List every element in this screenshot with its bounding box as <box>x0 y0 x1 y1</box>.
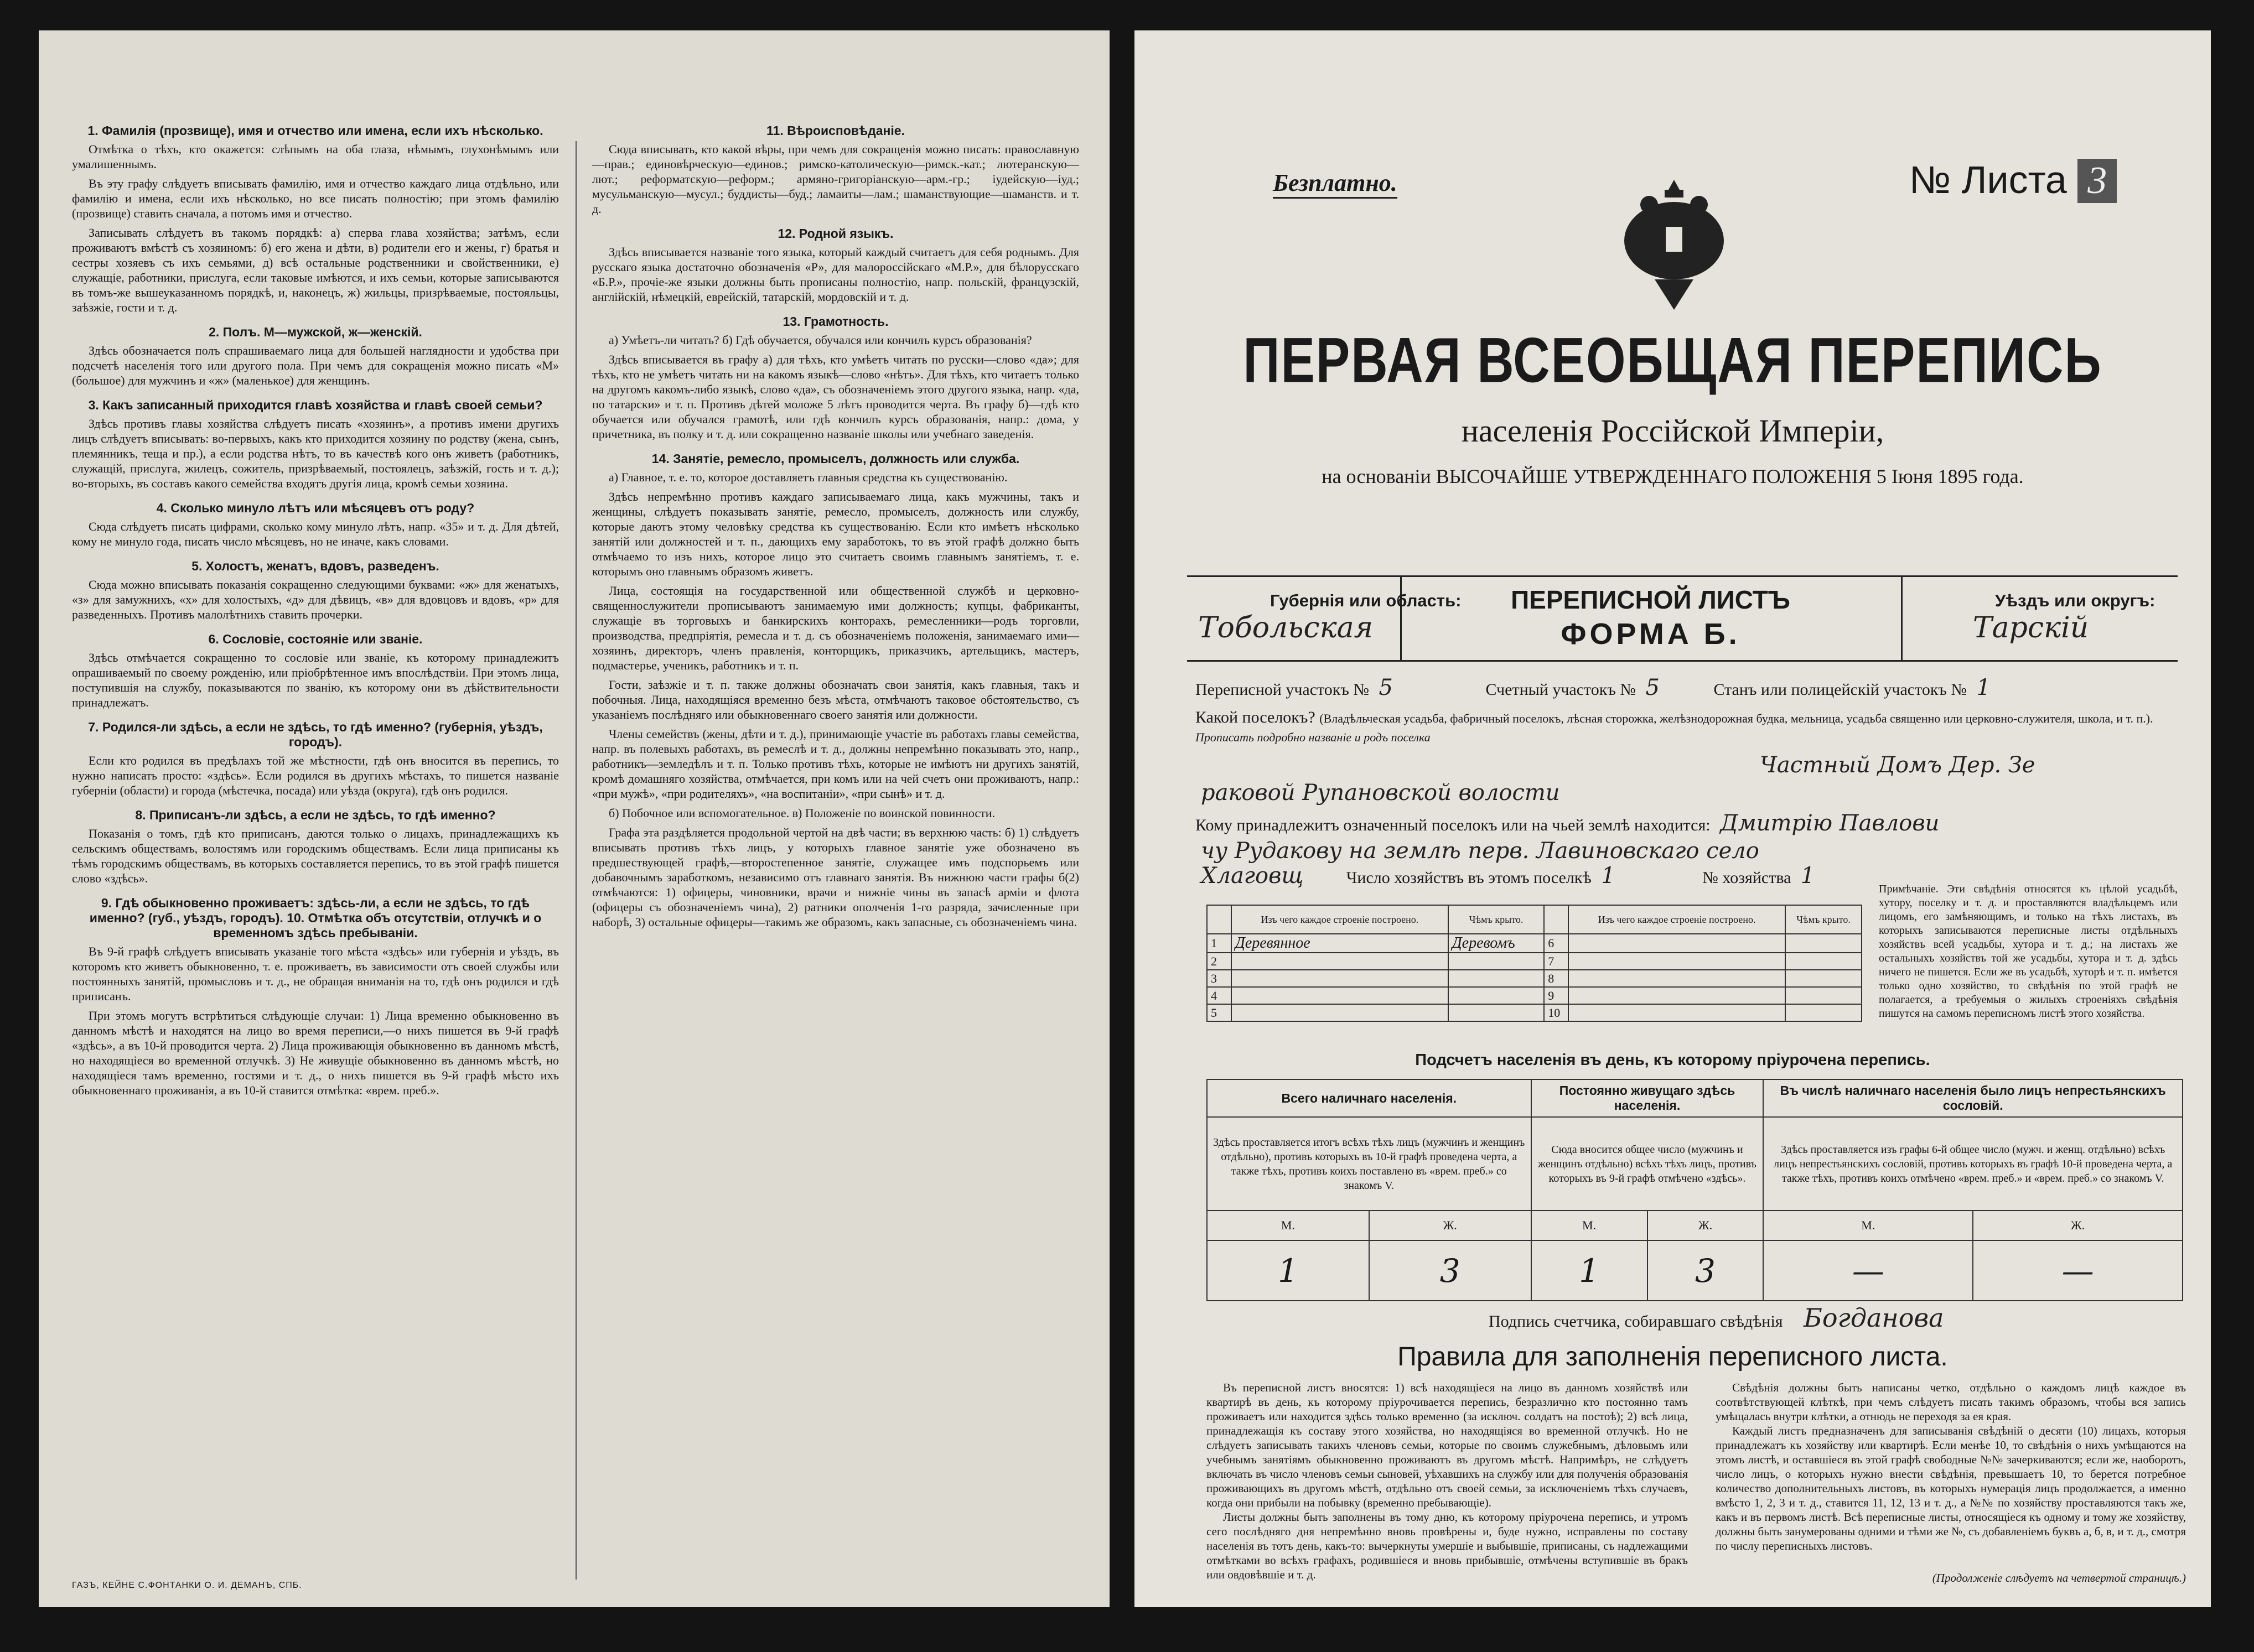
building-cell-n: 4 <box>1207 987 1231 1004</box>
building-cell-material: Деревянное <box>1231 934 1448 953</box>
building-cell-material <box>1231 953 1448 970</box>
building-row <box>1207 987 1862 1004</box>
section-heading: 8. Приписанъ-ли здѣсь, а если не здѣсь, то гдѣ именно? <box>135 808 496 822</box>
nonpeasant-female-count: — <box>1973 1240 2183 1301</box>
section-paragraph: Здѣсь отмѣчается сокращенно то сословіе или званіе, къ которому принадлежитъ опрашиваемый по своему рожденію, или пріобрѣтенное имъ впослѣдствіи. При этомъ лица, поступившія на службу, показываются по званію, къ которому они въ дѣйствительности принадлежатъ. <box>72 651 559 709</box>
rule-paragraph: Листы должны быть заполнены въ тому дню, къ которому пріурочена перепись, и утромъ сего послѣдняго дня непремѣнно вновь провѣрены и, буде нужно, исправлены по составу населенія въ тотъ день, какъ-то: вычеркнуты умершіе и выбывшіе, приписаны, съ надлежащими отмѣтками во всѣхъ графахъ, родившіеся и вновь прибывшіе, отмѣчены вступившіе въ бракъ или овдовѣвшіе и т. д. <box>1206 1510 1688 1581</box>
households-value: 1 <box>1601 863 1615 889</box>
section-heading: 6. Сословіе, состояніе или званіе. <box>208 632 423 646</box>
settlement-row: Какой поселокъ? (Владѣльческая усадьба, фабричный поселокъ, лѣсная сторожка, желѣзнодорожная будка, мельница, усадьба священно или церковно-служителя, школа, и т. п.). Прописать подробно названіе и родъ поселка <box>1195 708 2153 744</box>
column-divider <box>576 141 577 1580</box>
owner-row: Кому принадлежитъ означенный поселокъ или на чьей землѣ находится: Дмитрію Павлови <box>1195 811 1940 836</box>
section-paragraph: а) Главное, т. е. то, которое доставляетъ главныя средства къ существованію. <box>609 470 1008 484</box>
rule-paragraph: Свѣдѣнія должны быть написаны четко, отдѣльно о каждомъ лицѣ каждое въ соотвѣтствующей клѣткѣ, при чемъ слѣдуетъ писать такимъ образомъ, чтобы вся запись умѣщалась внутри клѣтки, а отнюдь не переходя за ея края. <box>1716 1381 2186 1423</box>
section-paragraph: Показанія о томъ, гдѣ кто приписанъ, даются только о лицахъ, принадлежащихъ къ сельскимъ обществамъ, волостямъ или городскимъ обществамъ. Если лица приписаны къ тѣмъ городскимъ обществамъ, въ которыхъ составляется перепись, то въ этой графѣ пишется слово «здѣсь». <box>72 827 559 885</box>
census-area-value: 5 <box>1379 675 1393 700</box>
section-heading: 5. Холостъ, женатъ, вдовъ, разведенъ. <box>191 559 439 573</box>
section-heading: 12. Родной языкъ. <box>778 226 894 241</box>
buildings-table: Изъ чего каждое строеніе построено. Чѣмъ крыто. Изъ чего каждое строеніе построено. Чѣмъ крыто. 1 Деревянное Деревомъ 6 2 7 3 8 4 9 5 10 <box>1206 905 1862 1022</box>
building-cell-roof <box>1785 953 1862 970</box>
building-cell-n: 10 <box>1544 1004 1568 1021</box>
building-cell-material <box>1568 934 1785 953</box>
double-headed-eagle-emblem-icon <box>1621 174 1727 313</box>
form-header-frame <box>1187 575 2178 662</box>
instructions-column-2 <box>592 113 1079 934</box>
section-paragraph: Записывать слѣдуетъ въ такомъ порядкѣ: а) сперва глава хозяйства; затѣмъ, если проживаютъ вмѣстѣ съ хозяиномъ: б) его жена и дѣти, в) родители его и жены, г) братья и сестры хозяевъ съ ихъ семьями, д) всѣ остальные родственники и свойственники, е) служащіе, работники, прислуга, если таковые имѣются, и ихъ семьи, которые записываются въ томъ-же вышеуказанномъ порядкѣ, и, наконецъ, ж) жильцы, призрѣваемые, постояльцы, заѣзжіе, гости и т. д. <box>72 226 559 314</box>
section-paragraph: Здѣсь обозначается полъ спрашиваемаго лица для большей наглядности и удобства при подсчетѣ населенія того или другого пола. При чемъ для сокращенія можно писать «М» (большое) для мужчинъ и «ж» (маленькое) для женщинъ. <box>72 344 559 387</box>
section-paragraph: б) Побочное или вспомогательное. в) Положеніе по воинской повинности. <box>609 806 996 820</box>
section-heading: 13. Грамотность. <box>783 314 889 329</box>
household-number-value: 1 <box>1800 863 1815 889</box>
rule-paragraph: Каждый листъ предназначенъ для записыванія свѣдѣній о десяти (10) лицахъ, которыя принадлежатъ къ хозяйству или квартирѣ. Если менѣе 10, то свѣдѣнія о нихъ умѣщаются на этомъ листѣ, и оставшіеся въ этой графѣ свободные №№ зачеркиваются; если же, наоборотъ, число лицъ, о которыхъ нужно внести свѣдѣнія, превышаетъ 10, то берется потребное количество дополнительныхъ листовъ, въ которыхъ нумерація лицъ продолжается, а именно вмѣсто 1, 2, 3 и т. д., ставится 11, 12, 13 и т. д., а №№ по хозяйству проставляются такъ же, какъ и въ первомъ листѣ. Всѣ переписные листы, относящіеся къ одному и тому же хозяйству, должны быть занумерованы одними и тѣми же №, съ добавленіемъ буквъ а, б, в, и т. д., смотря по числу переписныхъ листовъ. <box>1716 1424 2186 1552</box>
building-cell-n: 7 <box>1544 953 1568 970</box>
enumerator-signature-row: Подпись счетчика, собиравшаго свѣдѣнія Богданова <box>1489 1303 1944 1333</box>
sheet-number <box>1909 158 2117 203</box>
section-paragraph: Графа эта раздѣляется продольной чертой на двѣ части; въ верхнюю часть: б) 1) слѣдуетъ вписывать противъ тѣхъ лицъ, у которыхъ главное занятіе уже обозначено въ предшествующей графѣ,—второстепенное занятіе, служащее имъ подспорьемъ или добавочнымъ заработкомъ, независимо отъ главнаго занятія. Въ нижнюю части графы б(2) отмѣчаются: 1) офицеры, чиновники, врачи и нижніе чины въ запасѣ арміи и флота (офицеры съ обозначеніемъ чина), 2) ратники ополченія 1-го разряда, зачисленные при наборѣ, 3) остальные офицеры—такимъ же образомъ, какъ запасные, съ обозначеніемъ чина. <box>592 825 1079 929</box>
right-page-census-form <box>1134 30 2211 1607</box>
building-row <box>1207 953 1862 970</box>
building-cell-material <box>1568 987 1785 1004</box>
building-row <box>1207 970 1862 987</box>
present-male-count: 1 <box>1207 1240 1369 1301</box>
building-cell-roof <box>1448 970 1544 987</box>
section-heading: 3. Какъ записанный приходится главѣ хозяйства и главѣ своей семьи? <box>88 398 543 412</box>
rule-paragraph: Въ переписной листъ вносятся: 1) всѣ находящіеся на лицо въ данномъ хозяйствѣ или квартирѣ въ день, къ которому пріурочивается перепись, безразлично кто постоянно тамъ проживаетъ или находится здѣсь только временно (за исключ. солдатъ на постоѣ); 2) всѣ лица, принадлежащія къ составу этого хозяйства, но находящіяся во временной отлучкѣ. Но не слѣдуетъ записывать такихъ членовъ семьи, которые по своимъ служебнымъ, дѣловымъ или учебнымъ занятіямъ обыкновенно проживаютъ въ другомъ мѣстѣ. Напримѣръ, не слѣдуетъ включать въ число членовъ семьи сыновей, уѣхавшихъ на службу или для полученія образованія проживающихъ въ другомъ мѣстѣ, отдѣльно отъ своей семьи, за исключеніемъ тѣхъ случаевъ, когда они прибыли на побывку (временно пребывающіе). <box>1206 1381 1688 1509</box>
building-cell-roof <box>1785 987 1862 1004</box>
province-value: Тобольская <box>1198 611 1374 645</box>
section-heading: 11. Вѣроисповѣданіе. <box>766 123 905 138</box>
building-cell-n: 1 <box>1207 934 1231 953</box>
building-row <box>1207 1004 1862 1021</box>
building-cell-roof <box>1448 987 1544 1004</box>
building-cell-roof <box>1785 1004 1862 1021</box>
enumerator-signature: Богданова <box>1804 1303 1944 1333</box>
section-paragraph: Сюда можно вписывать показанія сокращенно следующими буквами: «ж» для женатыхъ, «з» для замужнихъ, «х» для холостыхъ, «д» для дѣвицъ, «в» для вдовцовъ и вдовъ, «р» для разведенныхъ. Противъ малолѣтнихъ ставить прочерки. <box>72 578 559 621</box>
population-count-table: Всего наличнаго населенія. Постоянно живущаго здѣсь населенія. Въ числѣ наличнаго населенія было лицъ непрестьянскихъ сословій. Здѣсь проставляется итогъ всѣхъ тѣхъ лицъ (мужчинъ и женщинъ отдѣльно), противъ которыхъ въ 10-й графѣ проведена черта, а также тѣхъ, противъ коихъ поставлено въ «врем. преб.» со знакомъ V. Сюда вносится общее число (мужчинъ и женщинъ отдѣльно) всѣхъ тѣхъ лицъ, противъ которыхъ въ 9-й графѣ отмѣчено «здѣсь». Здѣсь проставляется изъ графы 6-й общее число (мужч. и женщ. отдѣльно) всѣхъ лицъ непрестьянскихъ сословій, противъ которыхъ въ графѣ 10-й проведена черта, а также тѣхъ, противъ коихъ отмѣчено «врем. преб.» и «врем. преб.» со знакомъ V. М. Ж. М. Ж. М. Ж. 1 3 1 3 — — <box>1206 1079 2183 1301</box>
section-heading: 7. Родился-ли здѣсь, а если не здѣсь, то гдѣ именно? (губернія, уѣздъ, городъ). <box>88 720 543 749</box>
building-cell-roof: Деревомъ <box>1448 934 1544 953</box>
present-female-count: 3 <box>1369 1240 1531 1301</box>
building-cell-material <box>1231 987 1448 1004</box>
building-cell-material <box>1568 1004 1785 1021</box>
continuation-note: (Продолженіе слѣдуетъ на четвертой страницѣ.) <box>1932 1571 2186 1585</box>
nonpeasant-male-count: — <box>1763 1240 1973 1301</box>
sheet-number-value: 3 <box>2077 159 2117 203</box>
printer-imprint: ГАЗЪ, КЕЙНЕ С.ФОНТАНКИ О. И. ДЕМАНЪ, СПБ. <box>72 1581 302 1590</box>
building-cell-n: 6 <box>1544 934 1568 953</box>
buildings-note: Примѣчаніе. Эти свѣдѣнія относятся къ цѣлой усадьбѣ, хутору, поселку и т. д. и проставляются владѣльцемъ или лицомъ, его замѣняющимъ, и только на тѣхъ листахъ, въ которыхъ записываются переписные листы отдѣльныхъ хозяйствъ всей усадьбы, хутора и т. д.; на листахъ же остальныхъ хозяйствъ той же усадьбы, хутора и т. д. здѣсь ничего не пишется. Если же въ усадьбѣ, хуторѣ и т. п. имѣется только одно хозяйство, то свѣдѣнія по этой графѣ не полагается, а требуемыя о жилыхъ строеніяхъ свѣдѣнія пишутся на самомъ переписномъ листѣ этого хозяйства. <box>1879 883 2178 1020</box>
section-paragraph: Здѣсь противъ главы хозяйства слѣдуетъ писать «хозяинъ», а противъ имени другихъ лицъ слѣдуетъ вписывать: во-первыхъ, какъ кто приходится хозяину по родству (жена, сынъ, племянникъ, теща и пр.), а если родства нѣтъ, то въ качествѣ кого онъ живетъ (работникъ, служащій, прислуга, жилецъ, сожитель, призрѣваемый, постоялецъ, заѣзжій, гость и т. д.); во-вторыхъ, въ составъ какого семейства входятъ другія лица, кромѣ семьи хозяина. <box>72 417 559 490</box>
section-paragraph: Лица, состоящія на государственной или общественной службѣ и церковно-священнослужители прописываютъ занимаемую ими должность; купцы, фабриканты, служащіе въ торговыхъ и банкирскихъ конторахъ, ремесленники—родъ торговли, производства, предпріятія, ремесла и т. д. съ обозначеніемъ положенія, занимаемаго ими—хозяинъ, директоръ, членъ правленія, конторщикъ, приказчикъ, артельщикъ, мастеръ, подмастерье, ученикъ, работникъ и т. п. <box>592 584 1079 672</box>
building-cell-n: 3 <box>1207 970 1231 987</box>
settlement-value-2: раковой Рупановской волости <box>1201 780 1560 806</box>
building-cell-roof <box>1448 1004 1544 1021</box>
count-area-value: 5 <box>1645 675 1660 700</box>
section-paragraph: а) Умѣетъ-ли читать? б) Гдѣ обучается, обучался или кончилъ курсъ образованія? <box>609 333 1032 347</box>
section-paragraph: Если кто родился въ предѣлахъ той же мѣстности, гдѣ онъ вносится въ перепись, то нужно написать просто: «здѣсь». Если родился въ другихъ мѣстахъ, то пишется названіе губерніи (области) и города (мѣстечка, посада) или уѣзда (округа), гдѣ онъ родился. <box>72 754 559 797</box>
section-paragraph: Здѣсь вписывается въ графу а) для тѣхъ, кто умѣетъ читать по русски—слово «да»; для тѣхъ, кто не умѣетъ читать ни на какомъ языкѣ—слово «нѣтъ». Для тѣхъ, кто читаетъ только на другомъ какомъ-либо языкѣ, слово «да», съ обозначеніемъ этого другого языка, напр. «да, по татарски» и т. п. Противъ дѣтей моложе 5 лѣтъ проводится черта. Въ графу б)—гдѣ кто обучается или обучался грамотѣ, или гдѣ кончилъ курсъ образованія, напр.: дома, у причетника, въ полку и т. д. или сокращенно названіе школы или учебнаго заведенія. <box>592 352 1079 441</box>
section-paragraph: Сюда вписывать, кто какой вѣры, при чемъ для сокращенія можно писать: православную—прав.; единовѣрческую—единов.; римско-католическую—римск.-кат.; лютеранскую—лют.; реформатскую—реформ.; армяно-григоріанскую—арм.-гр.; іудейскую—іуд.; мусульманскую—мусул.; буддисты—буд.; ламаиты—лам.; шаманствующие—шаманств. и т. д. <box>592 142 1079 216</box>
building-cell-n: 8 <box>1544 970 1568 987</box>
building-cell-material <box>1568 953 1785 970</box>
section-heading: 9. Гдѣ обыкновенно проживаетъ: здѣсь-ли, а если не здѣсь, то гдѣ именно? (губ., уѣздъ, городъ). 10. Отмѣтка объ отсутствіи, отлучкѣ и о временномъ здѣсь пребываніи. <box>89 896 542 940</box>
free-of-charge-label: Безплатно. <box>1273 169 1397 199</box>
building-cell-material <box>1568 970 1785 987</box>
section-heading: 14. Занятіе, ремесло, промыселъ, должность или служба. <box>651 451 1020 466</box>
rules-column-2 <box>1716 1380 2186 1553</box>
census-area-row: Переписной участокъ № 5 Счетный участокъ № 5 Станъ или полицейскій участокъ № 1 <box>1195 675 1991 700</box>
form-subtitle: ФОРМА Б. <box>1561 617 1740 651</box>
building-cell-material <box>1231 1004 1448 1021</box>
settlement-value-1: Частный Домъ Дер. Зе <box>1760 752 2035 778</box>
rules-column-1 <box>1206 1380 1688 1582</box>
section-paragraph: Члены семействъ (жены, дѣти и т. д.), принимающіе участіе въ работахъ главы семейства, напр. въ полевыхъ работахъ, въ ремеслѣ и т. д., должны непремѣнно показывать это, напр., работникъ—земледѣлъ и т. п. Только противъ тѣхъ, которые не имѣютъ ни другихъ занятій, кромѣ домашняго хозяйства, отмѣчается, при комъ или на чей счетъ они проживаютъ, напр.: «при мужѣ», «при родителяхъ», «на воспитаніи», «при сынѣ» и т. д. <box>592 727 1079 801</box>
census-subtitle: населенія Россійской Имперіи, <box>1461 413 1884 449</box>
section-paragraph: Отмѣтка о тѣхъ, кто окажется: слѣпымъ на оба глаза, нѣмымъ, глухонѣмымъ или умалишеннымъ. <box>72 142 559 171</box>
section-paragraph: Здѣсь непремѣнно противъ каждаго записываемаго лица, какъ мужчины, такъ и женщины, слѣдуетъ показывать занятіе, ремесло, промыселъ, должность или службу, которые даютъ этому человѣку средства къ существованію. Если кто имѣетъ нѣсколько занятій или должностей и т. п., дающихъ ему заработокъ, то въ этой графѣ должно быть отмѣчаемо то изъ нихъ, которое лицо это считаетъ своимъ главнымъ занятіемъ, т. е. которымъ оно главнымъ образомъ живетъ. <box>592 490 1079 578</box>
building-cell-roof <box>1448 953 1544 970</box>
sheet-number-label: № Листа <box>1909 158 2067 201</box>
resident-female-count: 3 <box>1647 1240 1764 1301</box>
building-cell-material <box>1231 970 1448 987</box>
building-cell-n: 2 <box>1207 953 1231 970</box>
owner-value-1: Дмитрію Павлови <box>1720 811 1940 836</box>
district-label: Уѣздъ или округъ: <box>1995 591 2155 610</box>
census-decree-line: на основаніи ВЫСОЧАЙШЕ УТВЕРЖДЕННАГО ПОЛОЖЕНІЯ 5 Іюня 1895 года. <box>1322 465 2024 487</box>
section-paragraph: При этомъ могутъ встрѣтиться слѣдующіе случаи: 1) Лица временно обыкновенно въ данномъ мѣстѣ и находятся на лицо во время переписи,—о нихъ пишется въ 9-й графѣ «здѣсь», а въ 10-й проводится черта. 2) Лица проживающія обыкновенно въ данномъ мѣстѣ, но находящіеся во временной отлучкѣ. 3) Не живущіе обыкновенно въ данномъ мѣстѣ, но находящіеся тамъ временно, гостями и т. д., о нихъ пишется въ 9-й графѣ мѣсто ихъ обыкновеннаго проживанія, а въ 10-й ставится отмѣтка: «врем. преб.». <box>72 1009 559 1097</box>
rules-title: Правила для заполненія переписного листа. <box>1397 1342 1948 1372</box>
building-cell-roof <box>1785 934 1862 953</box>
form-title: ПЕРЕПИСНОЙ ЛИСТЪ <box>1511 585 1790 614</box>
section-heading: 1. Фамилія (прозвище), имя и отчество или имена, если ихъ нѣсколько. <box>87 123 543 138</box>
section-paragraph: Въ 9-й графѣ слѣдуетъ вписывать указаніе того мѣста «здѣсь» или губернія и уѣздъ, въ которомъ кто живетъ обыкновенно, т. е. проживаетъ, въ зависимости отъ своей службы или постоянныхъ занятій, промысловъ и т. д., не обращая вниманія на то, гдѣ онъ родился и гдѣ приписанъ. <box>72 944 559 1003</box>
left-page-instructions <box>39 30 1110 1607</box>
owner-value-2: чу Рудакову на землѣ перв. Лавиновскаго село <box>1201 838 1759 864</box>
section-paragraph: Гости, заѣзжіе и т. п. также должны обозначать свои занятія, какъ главныя, такъ и побочныя. Лица, находящіяся временно безъ мѣста, отмѣчаютъ таковое обстоятельство, съ указаніемъ послѣдняго или обыкновеннаго своего занятія или должности. <box>592 678 1079 721</box>
section-paragraph: Здѣсь вписывается названіе того языка, который каждый считаетъ для себя роднымъ. Для русскаго языка достаточно обозначенія «Р», для малороссійскаго «М.Р.», для бѣлорусскаго «Б.Р.», прочіе-же языки должны быть прописаны полностію, напр. польскій, французскій, англійскій, нѣмецкій, еврейскій, татарскій, мордовскій и т. д. <box>592 245 1079 304</box>
section-paragraph: Въ эту графу слѣдуетъ вписывать фамилію, имя и отчество каждаго лица отдѣльно, или фамилію и имена, если ихъ нѣсколько, но все писать полностію; при этомъ фамилію (прозвище) ставить сначала, а потомъ имя и отчество. <box>72 176 559 220</box>
stan-value: 1 <box>1976 675 1991 700</box>
district-value: Тарскій <box>1973 611 2089 645</box>
building-row <box>1207 934 1862 953</box>
building-cell-n: 5 <box>1207 1004 1231 1021</box>
section-paragraph: Сюда слѣдуетъ писать цифрами, сколько кому минуло лѣтъ, напр. «35» и т. д. Для дѣтей, кому не минуло года, писать число мѣсяцевъ, но не иначе, какъ словами. <box>72 520 559 548</box>
resident-male-count: 1 <box>1531 1240 1647 1301</box>
province-label: Губернія или область: <box>1270 591 1462 610</box>
households-row: Хлаговщ Число хозяйствъ въ этомъ поселкѣ 1 № хозяйства 1 <box>1201 863 1815 889</box>
population-count-title: Подсчетъ населенія въ день, къ которому пріурочена перепись. <box>1415 1051 1930 1069</box>
building-cell-roof <box>1785 970 1862 987</box>
section-heading: 4. Сколько минуло лѣтъ или мѣсяцевъ отъ роду? <box>156 501 475 515</box>
building-cell-n: 9 <box>1544 987 1568 1004</box>
section-heading: 2. Полъ. М—мужской, ж—женскій. <box>209 325 422 339</box>
census-title: ПЕРВАЯ ВСЕОБЩАЯ ПЕРЕПИСЬ <box>1243 325 2102 396</box>
instructions-column-1 <box>72 113 559 1102</box>
